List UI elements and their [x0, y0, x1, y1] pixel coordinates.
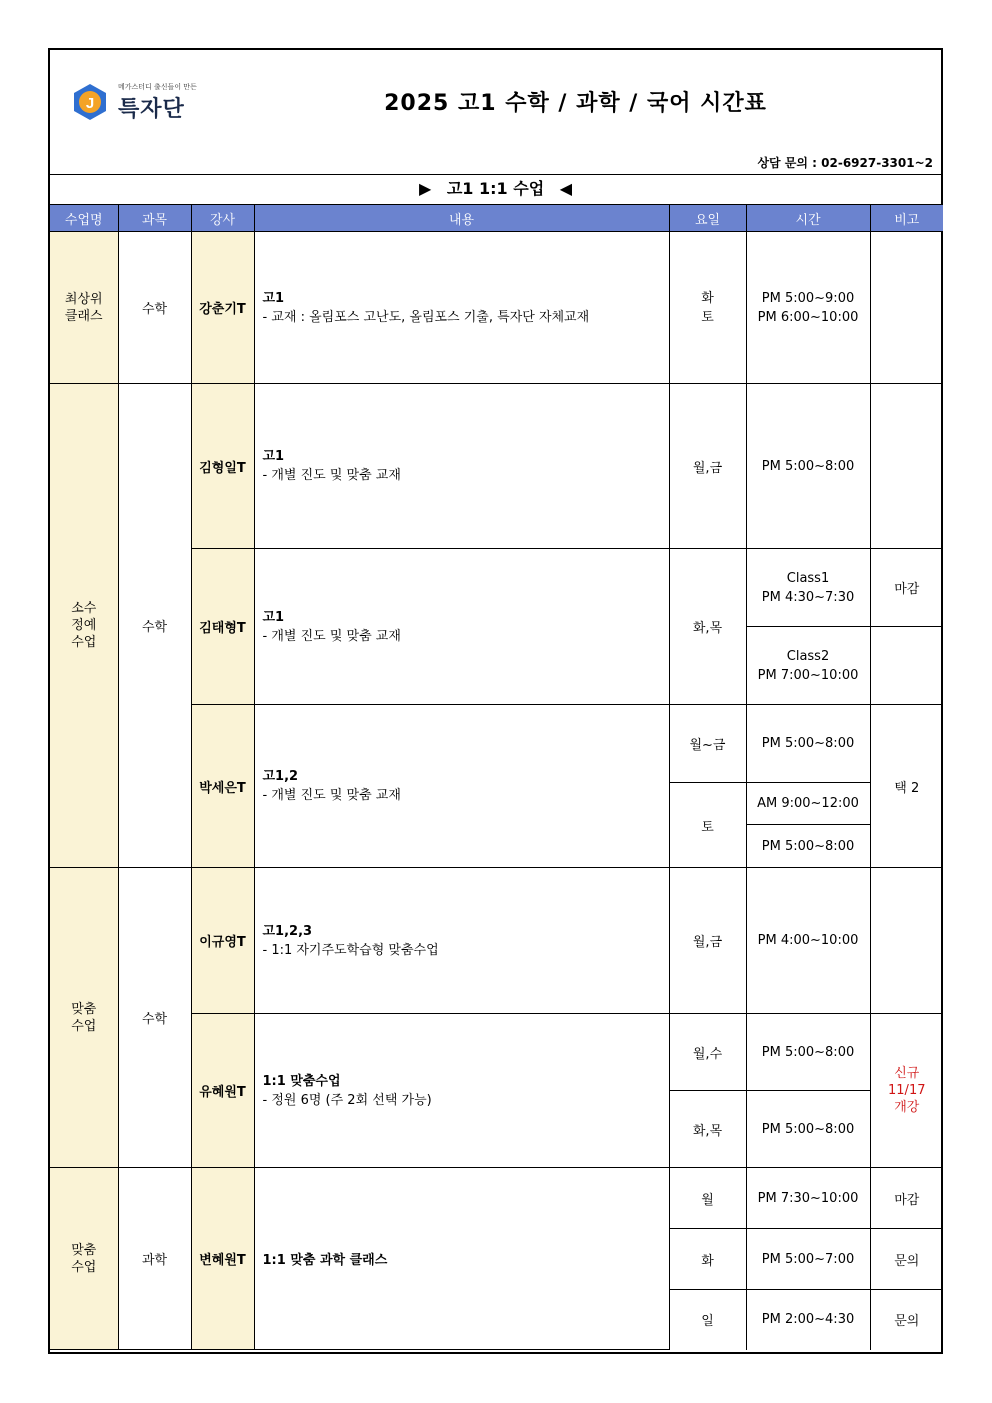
day-cell: 월	[669, 1168, 746, 1229]
class-name-cell: 맞춤 수업	[50, 1168, 118, 1350]
day-cell	[669, 232, 746, 384]
content-desc: - 1:1 자기주도학습형 맞춤수업	[262, 942, 439, 958]
subject-cell: 수학	[118, 232, 191, 384]
day-cell: 월,금	[669, 384, 746, 549]
svg-text:J: J	[85, 95, 95, 112]
time-cell: PM 5:00~8:00	[746, 1091, 870, 1168]
time-cell: PM 5:00~8:00	[746, 384, 870, 549]
time-cell: PM 5:00~8:00	[746, 825, 870, 868]
page-title-wrap	[50, 86, 941, 117]
section-title: 고1 1:1 수업	[446, 179, 545, 198]
subject-cell: 수학	[118, 384, 191, 868]
time-cell: PM 5:00~8:00	[746, 1014, 870, 1091]
logo-name: 특자단	[118, 97, 185, 122]
day-cell: 월,수	[669, 1014, 746, 1091]
content-desc: - 개별 진도 및 맞춤 교재	[262, 628, 401, 644]
note-cell: 택 2	[870, 705, 943, 868]
note-line: 11/17	[888, 1083, 926, 1098]
class-label: Class2	[786, 648, 830, 664]
sheet-header	[50, 50, 941, 175]
time-value: PM 7:00~10:00	[757, 667, 859, 683]
note-cell: 문의	[870, 1229, 943, 1290]
content-title: 고1,2	[262, 769, 299, 784]
time-value: PM 5:00~9:00	[761, 290, 855, 306]
day-cell: 화	[669, 1229, 746, 1290]
time-cell	[746, 232, 870, 384]
time-value: PM 6:00~10:00	[757, 309, 859, 325]
table-row	[50, 384, 943, 549]
timetable-sheet	[48, 48, 943, 1354]
column-header: 내용	[254, 205, 669, 232]
table-row	[50, 868, 943, 1014]
note-cell	[870, 868, 943, 1014]
note-cell: 마감	[870, 549, 943, 627]
time-cell: PM 5:00~7:00	[746, 1229, 870, 1290]
time-cell: PM 7:30~10:00	[746, 1168, 870, 1229]
column-header: 비고	[870, 205, 943, 232]
table-row	[50, 232, 943, 384]
content-cell	[254, 232, 669, 384]
note-cell: 문의	[870, 1290, 943, 1350]
content-desc: - 개별 진도 및 맞춤 교재	[262, 468, 401, 483]
teacher-cell: 김태형T	[191, 549, 254, 705]
class-label: Class1	[786, 570, 830, 586]
day-cell: 월~금	[669, 705, 746, 783]
note-cell: 마감	[870, 1168, 943, 1229]
arrow-right-icon: ▶	[418, 179, 432, 198]
note-cell	[870, 384, 943, 549]
column-header: 요일	[669, 205, 746, 232]
table-row	[50, 1168, 943, 1229]
content-cell	[254, 705, 669, 868]
content-cell	[254, 384, 669, 549]
day-cell: 토	[669, 783, 746, 868]
content-title: 고1	[262, 609, 285, 625]
note-cell	[870, 232, 943, 384]
content-cell	[254, 549, 669, 705]
logo-tagline: 메가스터디 출신들이 만든	[118, 83, 197, 91]
section-heading	[50, 175, 941, 205]
content-desc: - 교재 : 올림포스 고난도, 올림포스 기출, 특자단 자체교재	[262, 309, 590, 325]
content-desc: - 개별 진도 및 맞춤 교재	[262, 788, 401, 803]
time-cell: PM 4:00~10:00	[746, 868, 870, 1014]
schedule-table	[50, 205, 943, 1350]
time-cell: AM 9:00~12:00	[746, 783, 870, 825]
class-name-cell: 맞춤 수업	[50, 868, 118, 1168]
time-cell: PM 5:00~8:00	[746, 705, 870, 783]
teacher-cell: 유혜원T	[191, 1014, 254, 1168]
time-cell	[746, 627, 870, 705]
content-cell	[254, 1014, 669, 1168]
day-value: 토	[701, 309, 714, 325]
day-value: 화	[701, 290, 714, 306]
column-header: 수업명	[50, 205, 118, 232]
contact-info: 상담 문의 : 02-6927-3301~2	[757, 156, 933, 170]
note-line: 개강	[894, 1100, 920, 1115]
table-header-row	[50, 205, 943, 232]
teacher-cell: 박세은T	[191, 705, 254, 868]
column-header: 강사	[191, 205, 254, 232]
content-title: 고1	[262, 449, 285, 464]
class-name-cell: 소수 정예 수업	[50, 384, 118, 868]
content-title: 고1,2,3	[262, 923, 313, 939]
time-cell	[746, 549, 870, 627]
content-cell: 1:1 맞춤 과학 클래스	[254, 1168, 669, 1350]
day-cell: 화,목	[669, 549, 746, 705]
subject-cell: 과학	[118, 1168, 191, 1350]
day-cell: 화,목	[669, 1091, 746, 1168]
teacher-cell: 이규영T	[191, 868, 254, 1014]
time-value: PM 4:30~7:30	[761, 589, 855, 605]
content-title: 1:1 맞춤수업	[262, 1073, 341, 1089]
class-name-cell: 최상위 클래스	[50, 232, 118, 384]
teacher-cell: 강춘기T	[191, 232, 254, 384]
arrow-left-icon: ◀	[559, 179, 573, 198]
day-cell: 일	[669, 1290, 746, 1350]
time-cell: PM 2:00~4:30	[746, 1290, 870, 1350]
teacher-cell: 변혜원T	[191, 1168, 254, 1350]
page-title: 2025 고1 수학 / 과학 / 국어 시간표	[384, 91, 767, 116]
teacher-cell: 김형일T	[191, 384, 254, 549]
content-desc: - 정원 6명 (주 2회 선택 가능)	[262, 1092, 432, 1108]
column-header: 시간	[746, 205, 870, 232]
note-cell	[870, 1014, 943, 1168]
note-line: 신규	[894, 1066, 920, 1081]
day-cell: 월,금	[669, 868, 746, 1014]
content-title: 고1	[262, 290, 285, 306]
column-header: 과목	[118, 205, 191, 232]
subject-cell: 수학	[118, 868, 191, 1168]
content-cell	[254, 868, 669, 1014]
note-cell	[870, 627, 943, 705]
